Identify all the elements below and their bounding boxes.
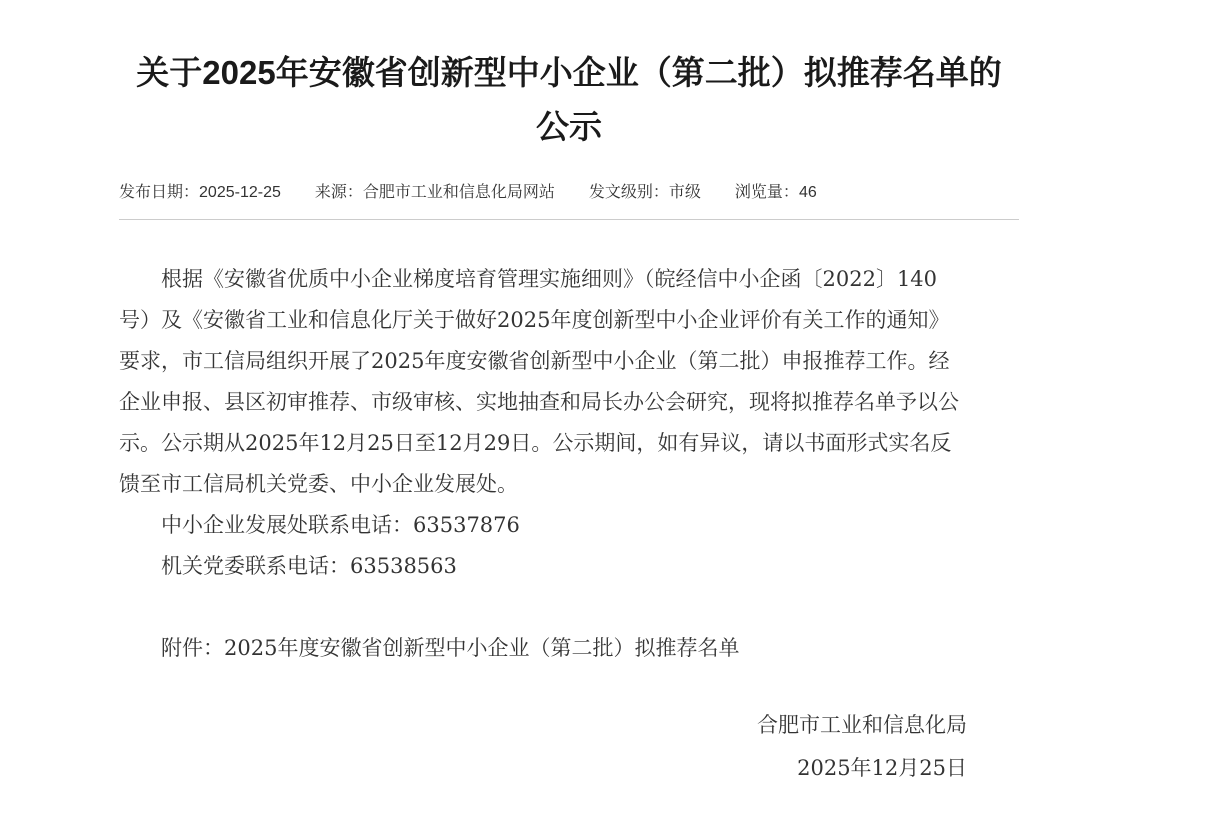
contact-phone: 63537876 — [413, 513, 520, 537]
document-body — [119, 259, 967, 789]
announcement-document — [119, 0, 1019, 789]
source — [315, 181, 555, 205]
document-level — [589, 181, 701, 205]
contact-label: 机关党委联系电话： — [161, 554, 350, 578]
document-level-label: 发文级别： — [588, 184, 669, 201]
source-label: 来源： — [314, 184, 363, 201]
page-title — [119, 0, 1019, 154]
view-count-label: 浏览量： — [734, 184, 799, 201]
attachment-link[interactable]: 2025年度安徽省创新型中小企业（第二批）拟推荐名单 — [224, 636, 740, 660]
divider — [119, 219, 1019, 220]
contact-line-smes-office — [119, 505, 967, 546]
view-count — [735, 181, 817, 205]
signature-block — [119, 705, 967, 789]
attachment-line — [119, 628, 967, 669]
contact-line-party-committee — [119, 546, 967, 587]
page-title-line-2: 公示 — [536, 108, 602, 145]
attachment-label: 附件： — [161, 636, 224, 660]
signature-date: 2025年12月25日 — [797, 756, 967, 780]
publish-date-label: 发布日期： — [119, 184, 200, 201]
document-level-value: 市级 — [668, 184, 701, 201]
page-title-line-1: 关于2025年安徽省创新型中小企业（第二批）拟推荐名单的 — [136, 54, 1002, 91]
signature-agency: 合肥市工业和信息化局 — [757, 713, 967, 737]
contact-phone: 63538563 — [350, 554, 457, 578]
publish-date-value: 2025-12-25 — [199, 184, 281, 201]
meta-row — [119, 181, 1019, 205]
contact-label: 中小企业发展处联系电话： — [161, 513, 413, 537]
view-count-value: 46 — [798, 184, 817, 201]
publish-date — [119, 181, 281, 205]
source-value: 合肥市工业和信息化局网站 — [362, 184, 555, 201]
body-paragraph: 根据《安徽省优质中小企业梯度培育管理实施细则》（皖经信中小企函〔2022〕140号）及《安徽省工业和信息化厅关于做好2025年度创新型中小企业评价有关工作的通知》要求，市工信局组织开展了2025年度安徽省创新型中小企业（第二批）申报推荐工作。经企业申报、县区初审推荐、市级审核、实地抽查和局长办公会研究，现将拟推荐名单予以公示。公示期从2025年12月25日至12月29日。公示期间，如有异议，请以书面形式实名反馈至市工信局机关党委、中小企业发展处。 — [119, 267, 959, 496]
